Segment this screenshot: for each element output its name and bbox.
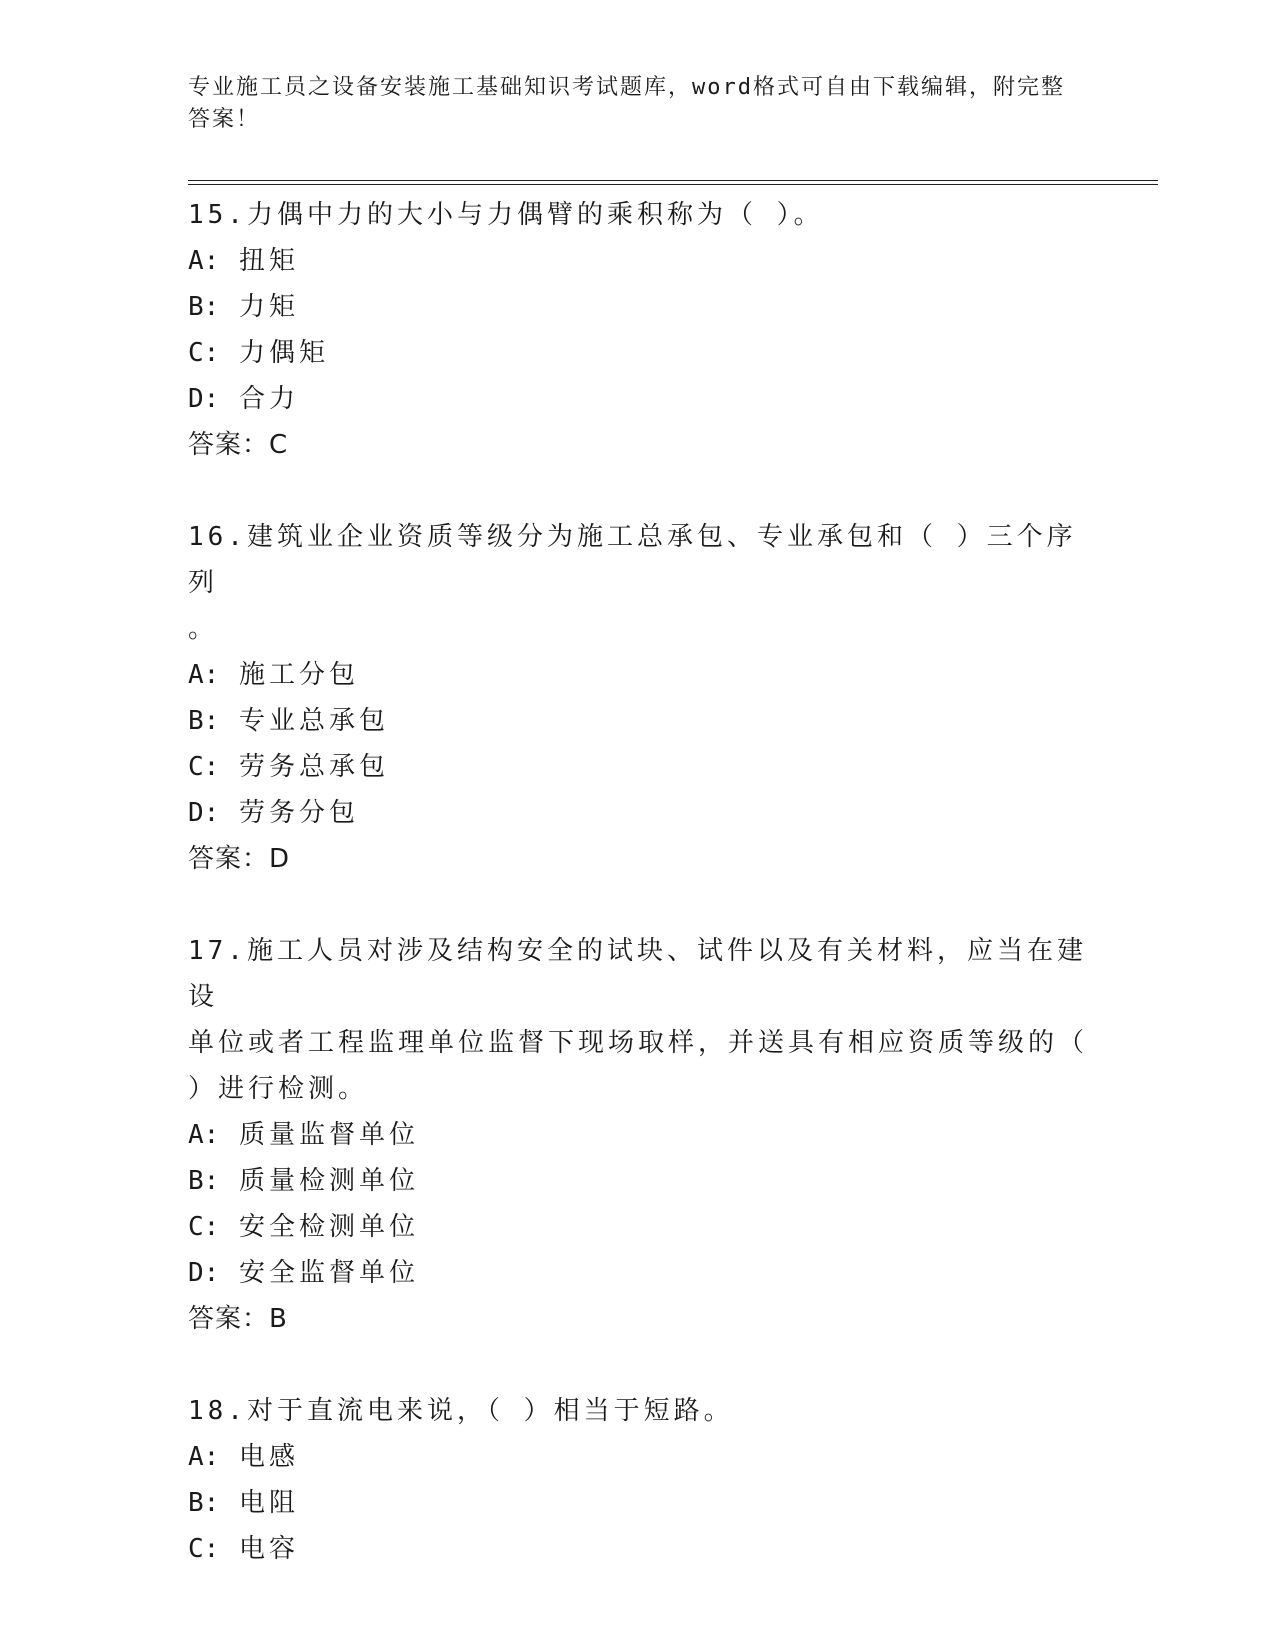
document-intro: 专业施工员之设备安装施工基础知识考试题库，word格式可自由下载编辑，附完整答案！: [188, 75, 1065, 132]
option-text: 劳务分包: [238, 798, 359, 828]
option-b: [188, 1158, 1088, 1204]
option-key: A:: [188, 660, 220, 690]
option-text: 专业总承包: [238, 706, 389, 736]
option-b: [188, 698, 1088, 744]
option-c: [188, 1204, 1088, 1250]
option-a: [188, 238, 1088, 284]
option-text: 力矩: [238, 292, 299, 322]
option-text: 安全监督单位: [238, 1258, 419, 1288]
question-spacer: [188, 1342, 1088, 1388]
option-text: 扭矩: [238, 246, 299, 276]
question-spacer: [188, 468, 1088, 514]
option-key: B:: [188, 1488, 220, 1518]
question-text: 18.对于直流电来说，（ ）相当于短路。: [188, 1396, 734, 1426]
option-d: [188, 376, 1088, 422]
option-b: [188, 1480, 1088, 1526]
question-15: [188, 192, 1088, 468]
header-divider: [188, 180, 1158, 185]
question-text-continued: 单位或者工程监理单位监督下现场取样，并送具有相应资质等级的（: [188, 1028, 1089, 1058]
answer: 答案：D: [188, 844, 291, 874]
option-text: 劳务总承包: [238, 752, 389, 782]
question-17: [188, 928, 1088, 1342]
option-a: [188, 1112, 1088, 1158]
option-key: C:: [188, 338, 220, 368]
option-text: 质量检测单位: [238, 1166, 419, 1196]
question-18: [188, 1388, 1088, 1572]
option-text: 质量监督单位: [238, 1120, 419, 1150]
question-16: [188, 514, 1088, 882]
answer: 答案：B: [188, 1304, 288, 1334]
question-list: [188, 192, 1088, 1572]
option-b: [188, 284, 1088, 330]
question-text: 15.力偶中力的大小与力偶臂的乘积称为（ ）。: [188, 200, 824, 230]
option-text: 施工分包: [238, 660, 359, 690]
option-key: A:: [188, 246, 220, 276]
option-a: [188, 1434, 1088, 1480]
question-text-continued: 。: [188, 614, 219, 644]
option-key: C:: [188, 752, 220, 782]
question-text: 16.建筑业企业资质等级分为施工总承包、专业承包和（ ）三个序列: [188, 522, 1077, 598]
question-text-continued: ）进行检测。: [188, 1074, 369, 1104]
option-key: C:: [188, 1212, 220, 1242]
option-text: 安全检测单位: [238, 1212, 419, 1242]
option-d: [188, 790, 1088, 836]
option-key: B:: [188, 706, 220, 736]
option-text: 电感: [238, 1442, 299, 1472]
option-text: 力偶矩: [238, 338, 329, 368]
answer: 答案：C: [188, 430, 289, 460]
question-spacer: [188, 882, 1088, 928]
option-key: B:: [188, 292, 220, 322]
option-c: [188, 744, 1088, 790]
option-key: C:: [188, 1534, 220, 1564]
option-key: A:: [188, 1120, 220, 1150]
option-d: [188, 1250, 1088, 1296]
option-text: 电容: [238, 1534, 299, 1564]
option-a: [188, 652, 1088, 698]
question-text: 17.施工人员对涉及结构安全的试块、试件以及有关材料，应当在建设: [188, 936, 1087, 1012]
option-key: D:: [188, 384, 220, 414]
option-key: D:: [188, 798, 220, 828]
option-key: A:: [188, 1442, 220, 1472]
option-key: B:: [188, 1166, 220, 1196]
option-c: [188, 330, 1088, 376]
option-key: D:: [188, 1258, 220, 1288]
option-text: 合力: [238, 384, 299, 414]
option-text: 电阻: [238, 1488, 299, 1518]
option-c: [188, 1526, 1088, 1572]
